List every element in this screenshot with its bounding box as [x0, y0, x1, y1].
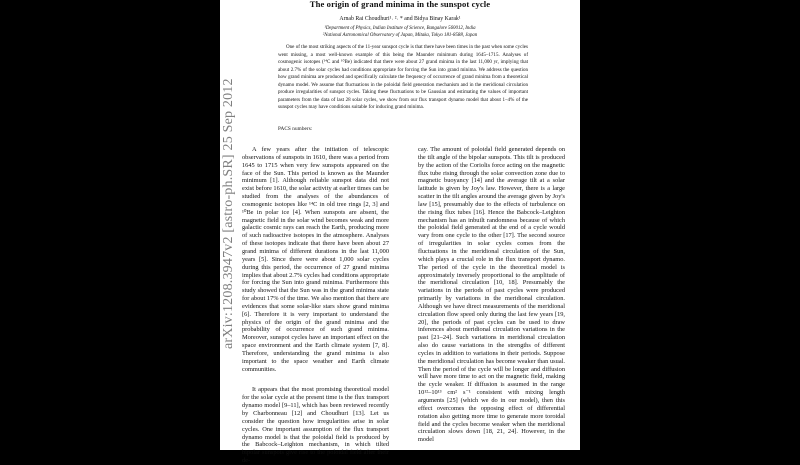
intro-paragraph: A few years after the initiation of telescopic observations of sunspots in 1610, there was a period from 1645 to 1715 when very few sunspots appeared on the face of the Sun. This period is known as the Maunder minimum [1]. Although reliable sunspot data did not exist before 1610, the solar activity at earlier times can be studied from the analyses of the abundances of cosmogenic isotopes like ¹⁴C in old tree rings [2, 3] and ¹⁰Be in polar ice [4]. When sunspots are absent, the magnetic field in the solar wind becomes weak and more galactic cosmic rays can reach the Earth, producing more of such radioactive isotopes in the atmosphere. Analyses of these isotopes indicate that there have been about 27 grand minima of different durations in the last 11,000 years [5]. Since there were about 1,000 solar cycles during this period, the occurrence of 27 grand minima implies that about 2.7% cycles had conditions appropriate for forcing the Sun into grand minima. Furthermore this study showed that the Sun was in the grand minima state for about 17% of the time. We also mention that there are evidences that some solar-like stars show grand minima [6]. Therefore it is very important to understand the physics of the origin of the grand minima and the probability of occurrence of such grand minima. Moreover, sunspot cycles have an important effect on the space environment and the Earth climate system [7, 8]. Therefore, understanding the grand minima is also important to the space weather and Earth climate communities.: [242, 146, 389, 373]
affiliation-1: ¹Department of Physics, Indian Institute of Science, Bangalore 560012, India: [324, 26, 476, 31]
affiliations: [220, 25, 580, 39]
arxiv-identifier: arXiv:1208.3947v2 [astro-ph.SR] 25 Sep 2012: [221, 78, 236, 350]
abstract: One of the most striking aspects of the 11-year sunspot cycle is that there have been times in the past when some cycles went missing, a most well-known example of this being the Maunder minimum during 1645–1715. Analyses of cosmogenic isotopes (¹⁴C and ¹⁰Be) indicated that there were about 27 grand minima in the last 11,000 yr, implying that about 2.7% of the solar cycles had conditions appropriate for forcing the Sun into grand minima. We address the question how grand minima are produced and specifically calculate the frequency of occurrence of grand minima from a theoretical dynamo model. We assume that fluctuations in the poloidal field generation mechanism and in the meridional circulation produce irregularities of sunspot cycles. Taking these fluctuations to be Gaussian and estimating the values of important parameters from the data of last 28 solar cycles, we show from our flux transport dynamo model that about 1–4% of the sunspot cycles may have conditions suitable for inducing grand minima.: [278, 44, 528, 111]
author-list: Arnab Rai Choudhuri¹˒ ²˒ * and Bidya Binay Karak¹: [339, 16, 461, 22]
paper-page: [220, 0, 580, 465]
paper-header: [220, 0, 580, 39]
body-column-left: [242, 146, 389, 465]
paper-title: The origin of grand minima in the sunspot cycle: [309, 0, 491, 9]
affiliation-2: ²National Astronomical Observatory of Japan, Mitaka, Tokyo 181-8588, Japan: [322, 33, 478, 38]
pacs-numbers: PACS numbers:: [278, 126, 313, 132]
right-column-paragraph: cay. The amount of poloidal field generated depends on the tilt angle of the bipolar sunspots. This tilt is produced by the action of the Coriolis force acting on the magnetic flux tube rising through the solar convection zone due to magnetic buoyancy [14] and the average tilt at a solar latitude is given by Joy's law. However, there is a large scatter in the tilt angles around the average given by Joy's law [15], presumably due to the effects of turbulence on the rising flux tubes [16]. Hence the Babcock–Leighton mechanism has an inbuilt randomness because of which the poloidal field generated at the end of a cycle would vary from one cycle to the other [17]. The second source of irregularities in solar cycles comes from the fluctuations in the meridional circulation of the Sun, which plays a crucial role in the flux transport dynamo. The period of the cycle in the theoretical model is approximately inversely proportional to the amplitude of the meridional circulation [10, 18]. Presumably the variations in the periods of past cycles were produced primarily by variations in the meridional circulation. Although we have direct measurements of the meridional circulation flow speed only during the last few years [19, 20], the periods of past cycles can be used to draw inferences about meridional circulation variations in the past [21–24]. Such variations in meridional circulation also do cause variations in the strengths of different cycles in addition to variations in their periods. Suppose the meridional circulation has become weaker than usual. Then the period of the cycle will be longer and diffusion will have more time to act on the magnetic field, making the cycle weaker. If diffusion is assumed in the range 10¹²–10¹³ cm² s⁻¹ consistent with mixing length arguments [25] (which we do in our model), then this effect overcomes the opposing effect of differential rotation also getting more time to generate more toroidal field and the cycles become weaker when the meridional circulation slows down [18, 21, 24]. However, in the model: [418, 146, 565, 444]
dynamo-paragraph: It appears that the most promising theoretical model for the solar cycle at the present time is the flux transport dynamo model [9–11], which has been reviewed recently by Charbonneau [12] and Choudhuri [13]. Let us consider the question how irregularities arise in solar cycles. One important assumption of the flux transport dynamo model is that the poloidal field is produced by the Babcock–Leighton mechanism, in which tilted bipolar sunspots give rise to the poloidal field after their de-: [242, 386, 389, 465]
body-column-right: [418, 146, 565, 444]
